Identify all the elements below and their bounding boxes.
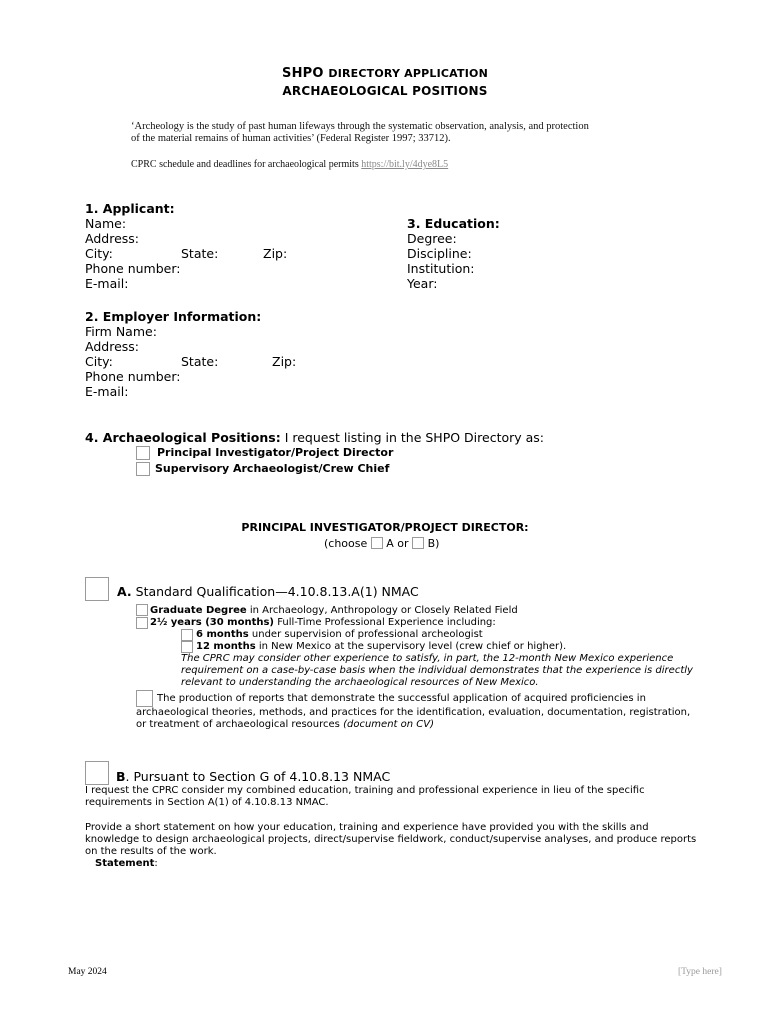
twelve-months-text: 12 months in New Mexico at the supervisory level (crew chief or higher). (196, 641, 567, 652)
reports-line-1: The production of reports that demonstrate the successful application of acquired proficiencies in (157, 693, 646, 704)
employer-heading: 2. Employer Information: (85, 309, 262, 324)
reports-checkbox[interactable] (136, 690, 153, 707)
sa-option-label: Supervisory Archaeologist/Crew Chief (155, 462, 390, 475)
applicant-phone-label[interactable]: Phone number: (85, 261, 181, 276)
employer-firm-label[interactable]: Firm Name: (85, 324, 157, 339)
applicant-email-label[interactable]: E-mail: (85, 276, 129, 291)
applicant-heading: 1. Applicant: (85, 201, 175, 216)
cprc-link[interactable]: https://bit.ly/4dye8L5 (361, 159, 449, 170)
education-institution-label[interactable]: Institution: (407, 261, 475, 276)
choose-b-checkbox[interactable] (412, 537, 424, 549)
option-a-title: A. Standard Qualification—4.10.8.13.A(1) NMAC (117, 584, 419, 599)
page-subtitle: ARCHAEOLOGICAL POSITIONS (282, 84, 488, 98)
employer-city-label[interactable]: City: (85, 354, 113, 369)
employer-address-label[interactable]: Address: (85, 339, 139, 354)
six-months-checkbox[interactable] (181, 629, 193, 641)
page-title: SHPO DIRECTORY APPLICATION (282, 66, 488, 81)
six-months-text: 6 months under supervision of professional archeologist (196, 629, 483, 640)
twelve-months-checkbox[interactable] (181, 641, 193, 653)
option-b-checkbox[interactable] (85, 761, 109, 785)
employer-zip-label[interactable]: Zip: (272, 354, 297, 369)
positions-heading: 4. Archaeological Positions: (85, 430, 281, 445)
years-text: 2½ years (30 months) Full-Time Professional Experience including: (150, 617, 496, 628)
positions-request-text: I request listing in the SHPO Directory as: (284, 430, 545, 445)
option-b-line-2: requirements in Section A(1) of 4.10.8.13 NMAC. (85, 797, 329, 808)
provide-line-1: Provide a short statement on how your education, training and experience have provided you with the skills and (85, 822, 649, 833)
grad-degree-text: Graduate Degree in Archaeology, Anthropology or Closely Related Field (150, 605, 518, 616)
cprc-schedule-text: CPRC schedule and deadlines for archaeological permits https://bit.ly/4dye8L5 (131, 159, 449, 170)
choose-a-checkbox[interactable] (371, 537, 383, 549)
option-b-line-1: I request the CPRC consider my combined education, training and professional experience in lieu of the specific (85, 785, 645, 796)
employer-phone-label[interactable]: Phone number: (85, 369, 181, 384)
pi-section-heading: PRINCIPAL INVESTIGATOR/PROJECT DIRECTOR: (241, 521, 529, 534)
applicant-state-label[interactable]: State: (181, 246, 219, 261)
applicant-name-label[interactable]: Name: (85, 216, 127, 231)
note-line-2: requirement on a case-by-case basis when the individual demonstrates that the experience is directly (181, 665, 693, 676)
reports-line-3: or treatment of archaeological resources (document on CV) (136, 719, 434, 730)
option-a-checkbox[interactable] (85, 577, 109, 601)
grad-degree-checkbox[interactable] (136, 604, 148, 616)
choose-row: (choose A or B) (324, 537, 440, 550)
quote-line-1: ‘Archeology is the study of past human lifeways through the systematic observation, analysis, and protection (131, 121, 589, 132)
provide-line-3: on the results of the work. (85, 846, 217, 857)
footer-date: May 2024 (68, 967, 107, 977)
option-b-title: B. Pursuant to Section G of 4.10.8.13 NMAC (116, 769, 391, 784)
quote-line-2: of the material remains of human activities’ (Federal Register 1997; 33712). (131, 133, 451, 144)
applicant-city-label[interactable]: City: (85, 246, 113, 261)
education-degree-label[interactable]: Degree: (407, 231, 457, 246)
note-line-3: relevant to understanding the archaeological resources of New Mexico. (181, 677, 539, 688)
employer-section (85, 309, 297, 399)
years-checkbox[interactable] (136, 617, 148, 629)
note-line-1: The CPRC may consider other experience to satisfy, in part, the 12-month New Mexico experience (181, 653, 674, 664)
statement-label[interactable]: Statement: (95, 858, 158, 869)
employer-state-label[interactable]: State: (181, 354, 219, 369)
education-discipline-label[interactable]: Discipline: (407, 246, 472, 261)
employer-email-label[interactable]: E-mail: (85, 384, 129, 399)
positions-heading-row (85, 430, 544, 445)
pi-option-label: Principal Investigator/Project Director (157, 446, 394, 459)
applicant-address-label[interactable]: Address: (85, 231, 139, 246)
applicant-section (85, 201, 288, 291)
education-year-label[interactable]: Year: (407, 276, 438, 291)
pi-checkbox[interactable] (136, 446, 150, 460)
provide-line-2: knowledge to design archaeological projects, direct/supervise fieldwork, conduct/supervise analyses, and produce reports (85, 834, 697, 845)
sa-checkbox[interactable] (136, 462, 150, 476)
education-heading: 3. Education: (407, 216, 500, 231)
reports-line-2: archaeological theories, methods, and practices for the identification, evaluation, documentation, registration, (136, 707, 691, 718)
footer-placeholder[interactable]: [Type here] (678, 967, 722, 977)
applicant-zip-label[interactable]: Zip: (263, 246, 288, 261)
education-section (407, 216, 500, 291)
